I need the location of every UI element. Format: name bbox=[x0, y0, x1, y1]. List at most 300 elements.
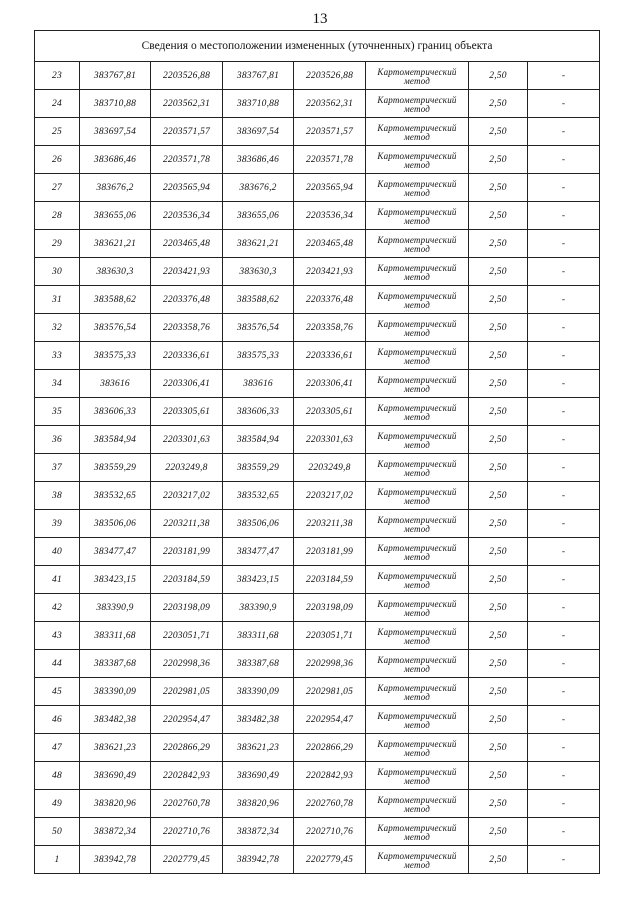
method-line-2: метод bbox=[403, 523, 431, 534]
note-cell: - bbox=[528, 678, 600, 706]
method-line-1: Картометрический bbox=[377, 318, 457, 329]
new-x-cell: 383390,09 bbox=[223, 678, 294, 706]
method-cell bbox=[366, 538, 469, 566]
accuracy-cell: 2,50 bbox=[469, 146, 528, 174]
method-line-1: Картометрический bbox=[377, 486, 457, 497]
point-number-cell: 36 bbox=[35, 426, 80, 454]
method-line-1: Картометрический bbox=[377, 626, 457, 637]
method-line-2: метод bbox=[403, 103, 431, 114]
existing-y-cell: 2203198,09 bbox=[151, 594, 223, 622]
method-line-1: Картометрический bbox=[377, 262, 457, 273]
method-line-1: Картометрический bbox=[377, 290, 457, 301]
point-number-cell: 23 bbox=[35, 62, 80, 90]
accuracy-cell: 2,50 bbox=[469, 398, 528, 426]
method-line-1: Картометрический bbox=[377, 682, 457, 693]
note-cell: - bbox=[528, 62, 600, 90]
existing-x-cell: 383588,62 bbox=[80, 286, 151, 314]
new-y-cell: 2203526,88 bbox=[294, 62, 366, 90]
point-number-cell: 25 bbox=[35, 118, 80, 146]
existing-x-cell: 383387,68 bbox=[80, 650, 151, 678]
new-y-cell: 2203217,02 bbox=[294, 482, 366, 510]
method-line-2: метод bbox=[403, 551, 431, 562]
new-y-cell: 2202760,78 bbox=[294, 790, 366, 818]
new-y-cell: 2202866,29 bbox=[294, 734, 366, 762]
accuracy-cell: 2,50 bbox=[469, 426, 528, 454]
existing-y-cell: 2202998,36 bbox=[151, 650, 223, 678]
method-line-2: метод bbox=[403, 159, 431, 170]
existing-y-cell: 2203376,48 bbox=[151, 286, 223, 314]
existing-y-cell: 2202866,29 bbox=[151, 734, 223, 762]
table-row bbox=[35, 370, 600, 398]
method-cell bbox=[366, 426, 469, 454]
note-cell: - bbox=[528, 90, 600, 118]
new-x-cell: 383311,68 bbox=[223, 622, 294, 650]
method-line-1: Картометрический bbox=[377, 150, 457, 161]
method-cell bbox=[366, 622, 469, 650]
method-line-2: метод bbox=[403, 271, 431, 282]
method-cell bbox=[366, 482, 469, 510]
point-number-cell: 50 bbox=[35, 818, 80, 846]
table-row bbox=[35, 762, 600, 790]
point-number-cell: 42 bbox=[35, 594, 80, 622]
method-line-2: метод bbox=[403, 579, 431, 590]
existing-y-cell: 2202779,45 bbox=[151, 846, 223, 874]
point-number-cell: 26 bbox=[35, 146, 80, 174]
accuracy-cell: 2,50 bbox=[469, 258, 528, 286]
table-row bbox=[35, 426, 600, 454]
existing-x-cell: 383575,33 bbox=[80, 342, 151, 370]
method-cell bbox=[366, 454, 469, 482]
method-line-1: Картометрический bbox=[377, 794, 457, 805]
point-number-cell: 39 bbox=[35, 510, 80, 538]
method-line-1: Картометрический bbox=[377, 822, 457, 833]
new-x-cell: 383676,2 bbox=[223, 174, 294, 202]
existing-x-cell: 383767,81 bbox=[80, 62, 151, 90]
existing-y-cell: 2203051,71 bbox=[151, 622, 223, 650]
accuracy-cell: 2,50 bbox=[469, 454, 528, 482]
method-line-2: метод bbox=[403, 467, 431, 478]
note-cell: - bbox=[528, 314, 600, 342]
table-row bbox=[35, 118, 600, 146]
method-cell bbox=[366, 818, 469, 846]
table-row bbox=[35, 818, 600, 846]
existing-x-cell: 383630,3 bbox=[80, 258, 151, 286]
existing-y-cell: 2203562,31 bbox=[151, 90, 223, 118]
accuracy-cell: 2,50 bbox=[469, 594, 528, 622]
method-cell bbox=[366, 258, 469, 286]
new-y-cell: 2203198,09 bbox=[294, 594, 366, 622]
table-row bbox=[35, 230, 600, 258]
accuracy-cell: 2,50 bbox=[469, 790, 528, 818]
point-number-cell: 38 bbox=[35, 482, 80, 510]
existing-x-cell: 383311,68 bbox=[80, 622, 151, 650]
accuracy-cell: 2,50 bbox=[469, 342, 528, 370]
method-line-1: Картометрический bbox=[377, 542, 457, 553]
existing-y-cell: 2203301,63 bbox=[151, 426, 223, 454]
method-line-1: Картометрический bbox=[377, 94, 457, 105]
point-number-cell: 1 bbox=[35, 846, 80, 874]
method-line-1: Картометрический bbox=[377, 178, 457, 189]
method-cell bbox=[366, 230, 469, 258]
point-number-cell: 31 bbox=[35, 286, 80, 314]
method-line-2: метод bbox=[403, 663, 431, 674]
method-line-2: метод bbox=[403, 439, 431, 450]
new-y-cell: 2203571,78 bbox=[294, 146, 366, 174]
point-number-cell: 32 bbox=[35, 314, 80, 342]
method-cell bbox=[366, 594, 469, 622]
accuracy-cell: 2,50 bbox=[469, 706, 528, 734]
accuracy-cell: 2,50 bbox=[469, 118, 528, 146]
existing-x-cell: 383710,88 bbox=[80, 90, 151, 118]
method-cell bbox=[366, 650, 469, 678]
note-cell: - bbox=[528, 230, 600, 258]
new-x-cell: 383588,62 bbox=[223, 286, 294, 314]
note-cell: - bbox=[528, 762, 600, 790]
existing-x-cell: 383697,54 bbox=[80, 118, 151, 146]
new-x-cell: 383767,81 bbox=[223, 62, 294, 90]
new-x-cell: 383942,78 bbox=[223, 846, 294, 874]
method-cell bbox=[366, 566, 469, 594]
method-cell bbox=[366, 762, 469, 790]
existing-x-cell: 383690,49 bbox=[80, 762, 151, 790]
point-number-cell: 43 bbox=[35, 622, 80, 650]
method-line-2: метод bbox=[403, 859, 431, 870]
method-line-1: Картометрический bbox=[377, 234, 457, 245]
method-cell bbox=[366, 678, 469, 706]
new-x-cell: 383532,65 bbox=[223, 482, 294, 510]
point-number-cell: 48 bbox=[35, 762, 80, 790]
note-cell: - bbox=[528, 370, 600, 398]
point-number-cell: 29 bbox=[35, 230, 80, 258]
point-number-cell: 30 bbox=[35, 258, 80, 286]
method-cell bbox=[366, 342, 469, 370]
accuracy-cell: 2,50 bbox=[469, 762, 528, 790]
new-y-cell: 2203376,48 bbox=[294, 286, 366, 314]
table-body bbox=[35, 62, 600, 874]
new-x-cell: 383690,49 bbox=[223, 762, 294, 790]
new-y-cell: 2202842,93 bbox=[294, 762, 366, 790]
method-line-2: метод bbox=[403, 215, 431, 226]
accuracy-cell: 2,50 bbox=[469, 202, 528, 230]
method-line-1: Картометрический bbox=[377, 122, 457, 133]
note-cell: - bbox=[528, 734, 600, 762]
method-cell bbox=[366, 706, 469, 734]
existing-x-cell: 383576,54 bbox=[80, 314, 151, 342]
new-y-cell: 2202779,45 bbox=[294, 846, 366, 874]
note-cell: - bbox=[528, 342, 600, 370]
method-line-1: Картометрический bbox=[377, 850, 457, 861]
new-y-cell: 2203571,57 bbox=[294, 118, 366, 146]
accuracy-cell: 2,50 bbox=[469, 62, 528, 90]
existing-x-cell: 383477,47 bbox=[80, 538, 151, 566]
method-cell bbox=[366, 734, 469, 762]
new-x-cell: 383621,23 bbox=[223, 734, 294, 762]
method-line-1: Картометрический bbox=[377, 66, 457, 77]
new-y-cell: 2203301,63 bbox=[294, 426, 366, 454]
method-cell bbox=[366, 790, 469, 818]
note-cell: - bbox=[528, 566, 600, 594]
existing-x-cell: 383423,15 bbox=[80, 566, 151, 594]
method-line-1: Картометрический bbox=[377, 654, 457, 665]
note-cell: - bbox=[528, 510, 600, 538]
existing-x-cell: 383655,06 bbox=[80, 202, 151, 230]
method-line-1: Картометрический bbox=[377, 430, 457, 441]
new-y-cell: 2203421,93 bbox=[294, 258, 366, 286]
note-cell: - bbox=[528, 538, 600, 566]
new-y-cell: 2202998,36 bbox=[294, 650, 366, 678]
new-y-cell: 2203536,34 bbox=[294, 202, 366, 230]
existing-y-cell: 2203571,57 bbox=[151, 118, 223, 146]
new-x-cell: 383576,54 bbox=[223, 314, 294, 342]
method-cell bbox=[366, 118, 469, 146]
existing-y-cell: 2202954,47 bbox=[151, 706, 223, 734]
point-number-cell: 41 bbox=[35, 566, 80, 594]
note-cell: - bbox=[528, 202, 600, 230]
method-cell bbox=[366, 398, 469, 426]
method-cell bbox=[366, 286, 469, 314]
new-x-cell: 383820,96 bbox=[223, 790, 294, 818]
note-cell: - bbox=[528, 846, 600, 874]
existing-y-cell: 2203465,48 bbox=[151, 230, 223, 258]
method-line-1: Картометрический bbox=[377, 710, 457, 721]
method-line-2: метод bbox=[403, 691, 431, 702]
method-line-2: метод bbox=[403, 719, 431, 730]
note-cell: - bbox=[528, 146, 600, 174]
accuracy-cell: 2,50 bbox=[469, 734, 528, 762]
method-line-2: метод bbox=[403, 831, 431, 842]
existing-y-cell: 2203306,41 bbox=[151, 370, 223, 398]
new-x-cell: 383872,34 bbox=[223, 818, 294, 846]
existing-x-cell: 383532,65 bbox=[80, 482, 151, 510]
new-x-cell: 383559,29 bbox=[223, 454, 294, 482]
existing-y-cell: 2202981,05 bbox=[151, 678, 223, 706]
new-x-cell: 383710,88 bbox=[223, 90, 294, 118]
accuracy-cell: 2,50 bbox=[469, 370, 528, 398]
method-cell bbox=[366, 846, 469, 874]
note-cell: - bbox=[528, 650, 600, 678]
note-cell: - bbox=[528, 622, 600, 650]
method-line-1: Картометрический bbox=[377, 402, 457, 413]
table-row bbox=[35, 146, 600, 174]
new-y-cell: 2203336,61 bbox=[294, 342, 366, 370]
method-line-2: метод bbox=[403, 299, 431, 310]
new-x-cell: 383584,94 bbox=[223, 426, 294, 454]
new-y-cell: 2203051,71 bbox=[294, 622, 366, 650]
table-row bbox=[35, 482, 600, 510]
point-number-cell: 35 bbox=[35, 398, 80, 426]
existing-y-cell: 2202760,78 bbox=[151, 790, 223, 818]
method-line-2: метод bbox=[403, 187, 431, 198]
point-number-cell: 27 bbox=[35, 174, 80, 202]
method-line-1: Картометрический bbox=[377, 766, 457, 777]
table-row bbox=[35, 538, 600, 566]
note-cell: - bbox=[528, 286, 600, 314]
method-line-2: метод bbox=[403, 747, 431, 758]
new-y-cell: 2202954,47 bbox=[294, 706, 366, 734]
existing-x-cell: 383506,06 bbox=[80, 510, 151, 538]
new-y-cell: 2203211,38 bbox=[294, 510, 366, 538]
table-row bbox=[35, 846, 600, 874]
new-y-cell: 2203181,99 bbox=[294, 538, 366, 566]
table-row bbox=[35, 398, 600, 426]
page-number: 13 bbox=[312, 11, 328, 27]
new-y-cell: 2203562,31 bbox=[294, 90, 366, 118]
new-y-cell: 2203565,94 bbox=[294, 174, 366, 202]
method-line-2: метод bbox=[403, 131, 431, 142]
new-x-cell: 383697,54 bbox=[223, 118, 294, 146]
method-line-2: метод bbox=[403, 327, 431, 338]
new-y-cell: 2203465,48 bbox=[294, 230, 366, 258]
table-row bbox=[35, 678, 600, 706]
method-cell bbox=[366, 370, 469, 398]
table-row bbox=[35, 622, 600, 650]
method-line-1: Картометрический bbox=[377, 458, 457, 469]
existing-y-cell: 2203565,94 bbox=[151, 174, 223, 202]
existing-y-cell: 2203211,38 bbox=[151, 510, 223, 538]
existing-y-cell: 2203536,34 bbox=[151, 202, 223, 230]
new-x-cell: 383390,9 bbox=[223, 594, 294, 622]
table-row bbox=[35, 566, 600, 594]
table-title-row bbox=[35, 31, 600, 62]
table-row bbox=[35, 650, 600, 678]
existing-y-cell: 2203571,78 bbox=[151, 146, 223, 174]
existing-y-cell: 2203358,76 bbox=[151, 314, 223, 342]
method-cell bbox=[366, 202, 469, 230]
existing-x-cell: 383390,09 bbox=[80, 678, 151, 706]
boundary-coordinates-table bbox=[34, 30, 600, 874]
new-x-cell: 383477,47 bbox=[223, 538, 294, 566]
point-number-cell: 44 bbox=[35, 650, 80, 678]
table-row bbox=[35, 202, 600, 230]
existing-y-cell: 2203336,61 bbox=[151, 342, 223, 370]
table-row bbox=[35, 510, 600, 538]
table-row bbox=[35, 62, 600, 90]
method-cell bbox=[366, 510, 469, 538]
point-number-cell: 46 bbox=[35, 706, 80, 734]
method-line-1: Картометрический bbox=[377, 206, 457, 217]
table-row bbox=[35, 706, 600, 734]
method-line-2: метод bbox=[403, 803, 431, 814]
note-cell: - bbox=[528, 482, 600, 510]
point-number-cell: 40 bbox=[35, 538, 80, 566]
method-line-2: метод bbox=[403, 607, 431, 618]
point-number-cell: 47 bbox=[35, 734, 80, 762]
accuracy-cell: 2,50 bbox=[469, 846, 528, 874]
accuracy-cell: 2,50 bbox=[469, 230, 528, 258]
method-line-2: метод bbox=[403, 635, 431, 646]
new-y-cell: 2203306,41 bbox=[294, 370, 366, 398]
note-cell: - bbox=[528, 118, 600, 146]
method-line-1: Картометрический bbox=[377, 374, 457, 385]
point-number-cell: 37 bbox=[35, 454, 80, 482]
method-cell bbox=[366, 174, 469, 202]
note-cell: - bbox=[528, 790, 600, 818]
table-row bbox=[35, 174, 600, 202]
existing-y-cell: 2203526,88 bbox=[151, 62, 223, 90]
new-x-cell: 383616 bbox=[223, 370, 294, 398]
new-x-cell: 383686,46 bbox=[223, 146, 294, 174]
existing-y-cell: 2203305,61 bbox=[151, 398, 223, 426]
point-number-cell: 33 bbox=[35, 342, 80, 370]
note-cell: - bbox=[528, 818, 600, 846]
existing-x-cell: 383616 bbox=[80, 370, 151, 398]
existing-x-cell: 383676,2 bbox=[80, 174, 151, 202]
point-number-cell: 34 bbox=[35, 370, 80, 398]
accuracy-cell: 2,50 bbox=[469, 566, 528, 594]
method-line-2: метод bbox=[403, 355, 431, 366]
new-x-cell: 383506,06 bbox=[223, 510, 294, 538]
method-line-2: метод bbox=[403, 243, 431, 254]
method-line-2: метод bbox=[403, 411, 431, 422]
note-cell: - bbox=[528, 426, 600, 454]
existing-x-cell: 383559,29 bbox=[80, 454, 151, 482]
method-line-1: Картометрический bbox=[377, 514, 457, 525]
existing-y-cell: 2203181,99 bbox=[151, 538, 223, 566]
existing-y-cell: 2203217,02 bbox=[151, 482, 223, 510]
existing-x-cell: 383942,78 bbox=[80, 846, 151, 874]
accuracy-cell: 2,50 bbox=[469, 510, 528, 538]
table-row bbox=[35, 594, 600, 622]
new-y-cell: 2203184,59 bbox=[294, 566, 366, 594]
accuracy-cell: 2,50 bbox=[469, 818, 528, 846]
accuracy-cell: 2,50 bbox=[469, 622, 528, 650]
existing-y-cell: 2203421,93 bbox=[151, 258, 223, 286]
new-x-cell: 383575,33 bbox=[223, 342, 294, 370]
accuracy-cell: 2,50 bbox=[469, 314, 528, 342]
accuracy-cell: 2,50 bbox=[469, 482, 528, 510]
method-cell bbox=[366, 146, 469, 174]
method-line-1: Картометрический bbox=[377, 738, 457, 749]
existing-y-cell: 2202842,93 bbox=[151, 762, 223, 790]
method-line-2: метод bbox=[403, 495, 431, 506]
table-row bbox=[35, 342, 600, 370]
existing-x-cell: 383820,96 bbox=[80, 790, 151, 818]
note-cell: - bbox=[528, 174, 600, 202]
note-cell: - bbox=[528, 706, 600, 734]
new-x-cell: 383630,3 bbox=[223, 258, 294, 286]
new-y-cell: 2203249,8 bbox=[294, 454, 366, 482]
point-number-cell: 28 bbox=[35, 202, 80, 230]
method-cell bbox=[366, 314, 469, 342]
existing-x-cell: 383686,46 bbox=[80, 146, 151, 174]
table-row bbox=[35, 790, 600, 818]
table-row bbox=[35, 314, 600, 342]
method-line-1: Картометрический bbox=[377, 598, 457, 609]
existing-x-cell: 383390,9 bbox=[80, 594, 151, 622]
point-number-cell: 49 bbox=[35, 790, 80, 818]
method-cell bbox=[366, 62, 469, 90]
existing-y-cell: 2203184,59 bbox=[151, 566, 223, 594]
new-y-cell: 2202981,05 bbox=[294, 678, 366, 706]
new-y-cell: 2202710,76 bbox=[294, 818, 366, 846]
note-cell: - bbox=[528, 398, 600, 426]
accuracy-cell: 2,50 bbox=[469, 538, 528, 566]
method-line-2: метод bbox=[403, 775, 431, 786]
accuracy-cell: 2,50 bbox=[469, 678, 528, 706]
table-row bbox=[35, 286, 600, 314]
accuracy-cell: 2,50 bbox=[469, 174, 528, 202]
existing-x-cell: 383482,38 bbox=[80, 706, 151, 734]
existing-x-cell: 383584,94 bbox=[80, 426, 151, 454]
new-x-cell: 383621,21 bbox=[223, 230, 294, 258]
accuracy-cell: 2,50 bbox=[469, 650, 528, 678]
new-x-cell: 383606,33 bbox=[223, 398, 294, 426]
point-number-cell: 45 bbox=[35, 678, 80, 706]
table-row bbox=[35, 734, 600, 762]
table-row bbox=[35, 454, 600, 482]
accuracy-cell: 2,50 bbox=[469, 90, 528, 118]
point-number-cell: 24 bbox=[35, 90, 80, 118]
